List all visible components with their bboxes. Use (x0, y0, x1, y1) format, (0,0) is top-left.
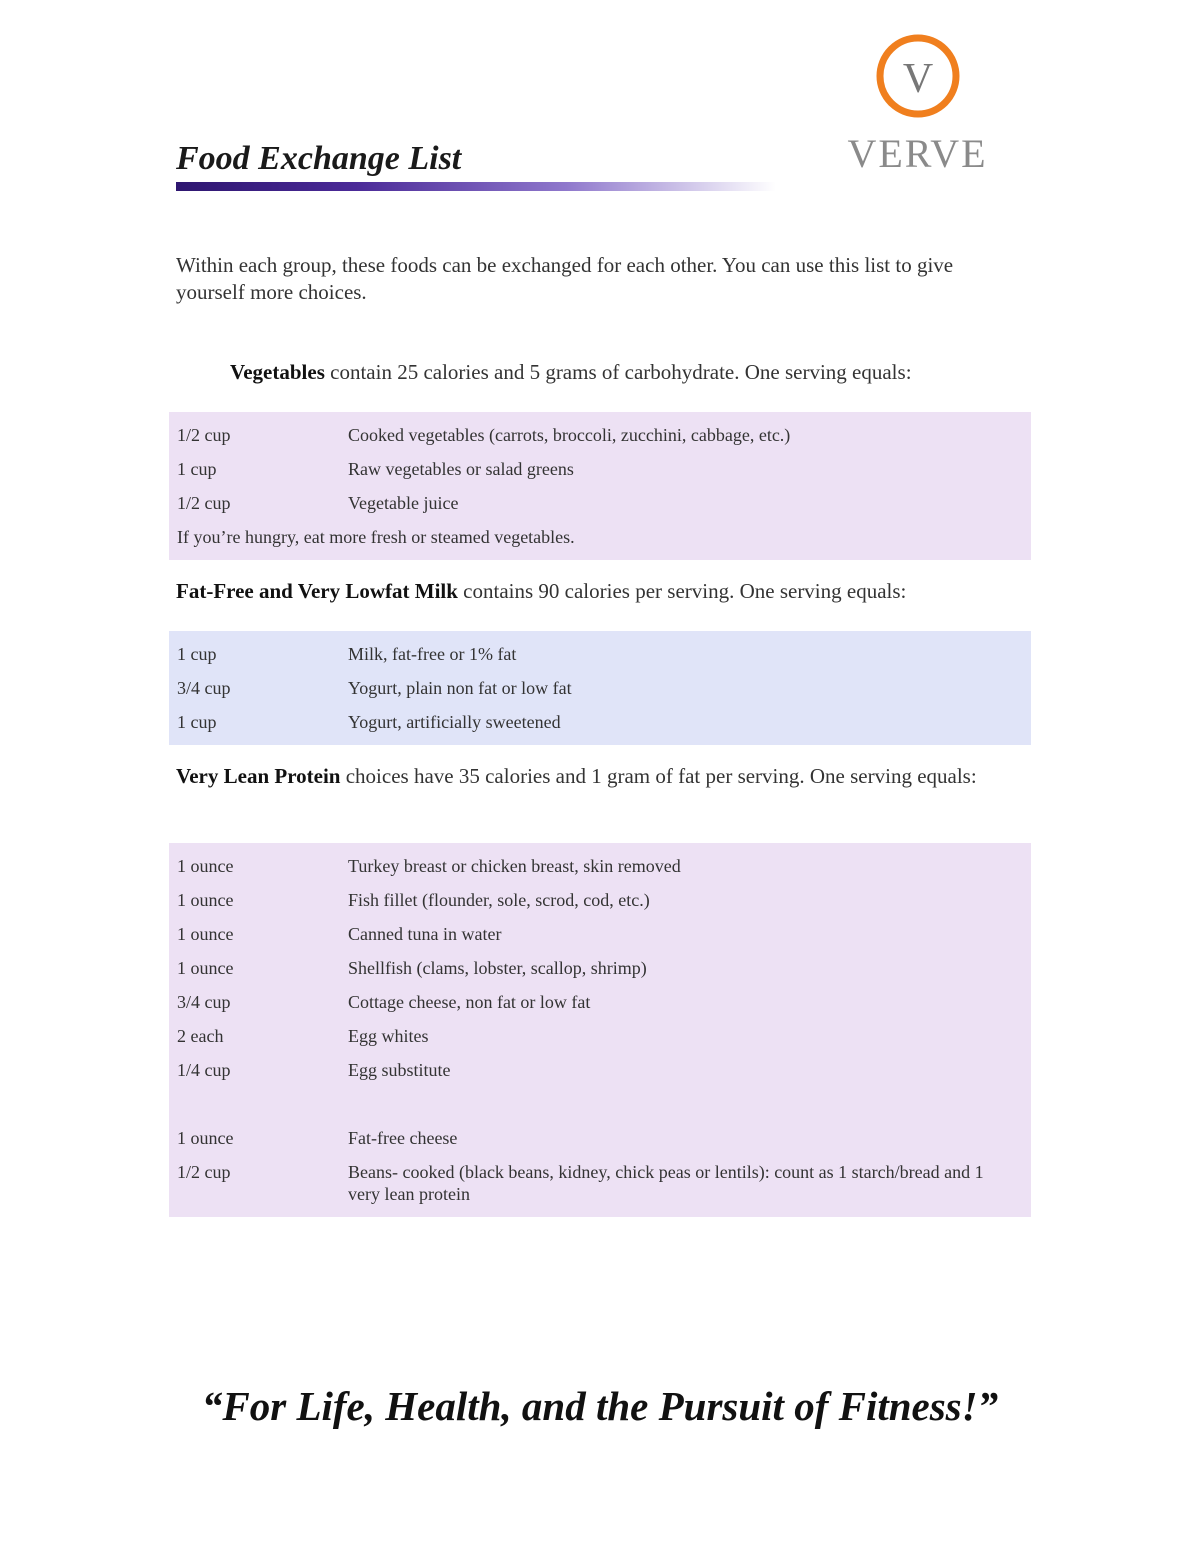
food-description: Cottage cheese, non fat or low fat (348, 992, 591, 1012)
milk-heading-text: contains 90 calories per serving. One serving equals: (457, 579, 907, 603)
food-description: Egg substitute (348, 1060, 451, 1080)
table-row (177, 1121, 1031, 1155)
table-row (177, 917, 1031, 951)
table-row (177, 418, 1031, 452)
table-row (177, 486, 1031, 520)
serving-amount: 3/4 cup (177, 992, 231, 1012)
food-description: Shellfish (clams, lobster, scallop, shrimp) (348, 958, 647, 978)
food-description: Fat-free cheese (348, 1128, 458, 1148)
table-row (177, 637, 1031, 671)
svg-text:V: V (902, 56, 934, 102)
serving-amount: 1/2 cup (177, 1162, 231, 1182)
food-description: Vegetable juice (348, 493, 459, 513)
table-row (177, 951, 1031, 985)
vegetables-note: If you’re hungry, eat more fresh or steamed vegetables. (177, 527, 575, 547)
table-row (177, 1019, 1031, 1053)
verve-logo (820, 30, 1015, 180)
serving-amount: 3/4 cup (177, 678, 231, 698)
food-description: Egg whites (348, 1026, 429, 1046)
protein-heading-text: choices have 35 calories and 1 gram of fat per serving. One serving equals: (340, 764, 977, 788)
table-row (177, 849, 1031, 883)
serving-amount: 2 each (177, 1026, 224, 1046)
serving-amount: 1 cup (177, 644, 217, 664)
table-row (177, 985, 1031, 1019)
vegetables-heading-text: contain 25 calories and 5 grams of carbohydrate. One serving equals: (324, 360, 912, 384)
tagline: “For Life, Health, and the Pursuit of Fitness!” (201, 1383, 999, 1429)
milk-table (169, 631, 1031, 745)
food-description: Yogurt, plain non fat or low fat (348, 678, 572, 698)
food-description: Raw vegetables or salad greens (348, 459, 574, 479)
title-underline-bar (176, 182, 776, 191)
serving-amount: 1 ounce (177, 856, 234, 876)
serving-amount: 1/2 cup (177, 425, 231, 445)
logo-wordmark: VERVE (847, 131, 988, 176)
table-row (177, 705, 1031, 739)
intro-paragraph: Within each group, these foods can be exchanged for each other. You can use this list to give yourself more choices. (176, 253, 954, 304)
vegetables-table (169, 412, 1031, 560)
milk-heading (176, 578, 906, 605)
serving-amount: 1 ounce (177, 924, 234, 944)
food-description: Canned tuna in water (348, 924, 502, 944)
vegetables-heading-bold: Vegetables (230, 360, 325, 384)
row-spacer (177, 1087, 1031, 1121)
serving-amount: 1 cup (177, 712, 217, 732)
food-description: Milk, fat-free or 1% fat (348, 644, 517, 664)
table-row (177, 1053, 1031, 1087)
serving-amount: 1 ounce (177, 890, 234, 910)
table-row (177, 452, 1031, 486)
page-title: Food Exchange List (176, 140, 462, 177)
milk-heading-bold: Fat-Free and Very Lowfat Milk (176, 579, 458, 603)
serving-amount: 1/2 cup (177, 493, 231, 513)
serving-amount: 1 ounce (177, 1128, 234, 1148)
food-description: Beans- cooked (black beans, kidney, chick peas or lentils): count as 1 starch/bread and 1 very lean protein (348, 1162, 984, 1204)
protein-heading-bold: Very Lean Protein (176, 764, 341, 788)
serving-amount: 1 ounce (177, 958, 234, 978)
table-row (177, 671, 1031, 705)
vegetables-heading (230, 359, 912, 386)
serving-amount: 1 cup (177, 459, 217, 479)
table-row (177, 883, 1031, 917)
serving-amount: 1/4 cup (177, 1060, 231, 1080)
protein-heading (176, 763, 1016, 790)
food-description: Turkey breast or chicken breast, skin removed (348, 856, 681, 876)
protein-table (169, 843, 1031, 1217)
food-description: Cooked vegetables (carrots, broccoli, zucchini, cabbage, etc.) (348, 425, 791, 445)
verve-ring-icon (820, 30, 1015, 130)
food-description: Fish fillet (flounder, sole, scrod, cod, etc.) (348, 890, 650, 910)
table-row (177, 1155, 1031, 1211)
food-description: Yogurt, artificially sweetened (348, 712, 561, 732)
